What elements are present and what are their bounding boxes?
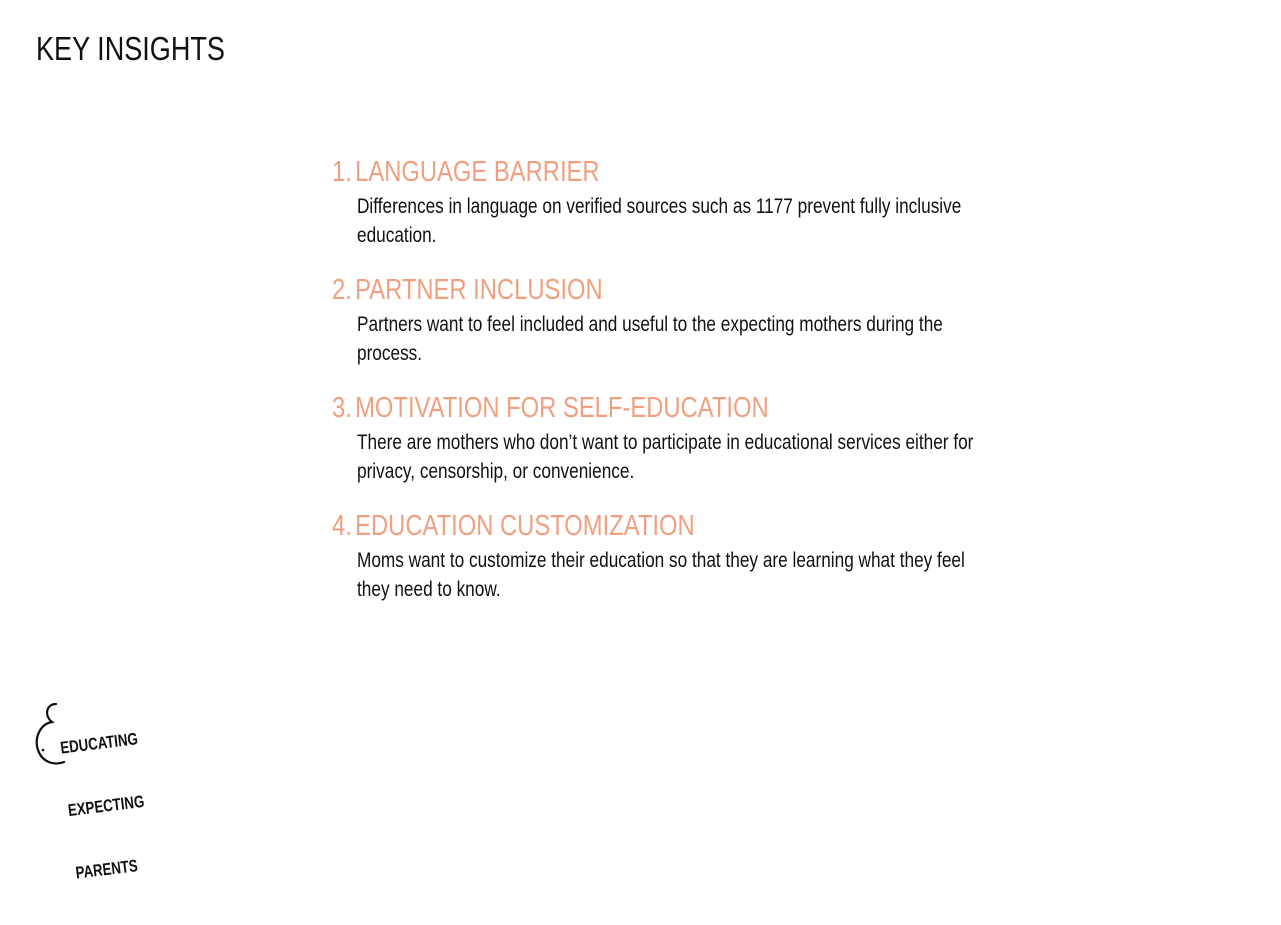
insight-heading [332,390,873,426]
insight-description: There are mothers who don’t want to participate in educational services either for privacy, censorship, or convenience. [357,431,974,483]
insight-item [332,154,992,250]
insight-heading [332,272,873,308]
insight-item [332,390,992,486]
insight-title: EDUCATION CUSTOMIZATION [355,510,695,542]
insight-number: 1. [332,156,352,188]
insight-description: Moms want to customize their education so that they are learning what they feel they need to know. [357,549,965,601]
insight-number: 4. [332,510,352,542]
brand-logo [34,694,154,883]
insight-title: PARTNER INCLUSION [355,274,603,306]
insight-number: 2. [332,274,352,306]
insight-heading [332,154,873,190]
logo-line: EXPECTING [66,791,146,821]
insight-item [332,272,992,368]
logo-line: PARENTS [74,856,139,883]
page-title: KEY INSIGHTS [36,30,225,67]
insight-item [332,508,992,604]
insight-heading [332,508,873,544]
insight-title: LANGUAGE BARRIER [355,156,600,188]
logo-wordmark [54,687,159,925]
insights-list [332,154,992,626]
insight-description: Partners want to feel included and useful to the expecting mothers during the process. [357,313,943,365]
insight-description: Differences in language on verified sources such as 1177 prevent fully inclusive education. [357,195,962,247]
insight-number: 3. [332,392,352,424]
insight-title: MOTIVATION FOR SELF-EDUCATION [355,392,769,424]
logo-line: EDUCATING [59,729,139,758]
